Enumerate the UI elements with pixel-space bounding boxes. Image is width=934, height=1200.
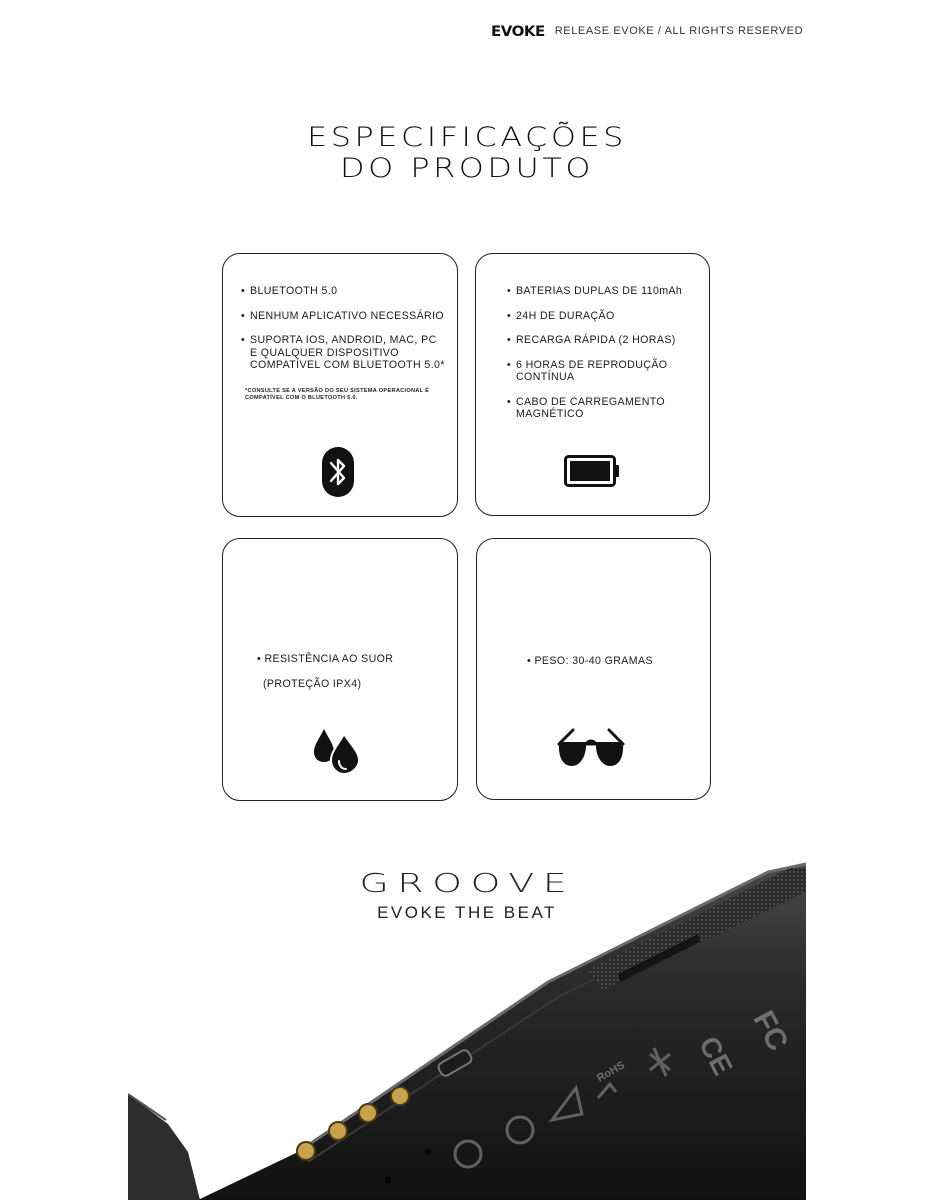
list-item: • RECARGA RÁPIDA (2 HORAS) bbox=[507, 334, 697, 347]
rights-text: RELEASE EVOKE / ALL RIGHTS RESERVED bbox=[554, 25, 804, 37]
list-item: • NENHUM APLICATIVO NECESSÁRIO bbox=[241, 310, 446, 323]
rohs-mark: RoHS bbox=[595, 1059, 627, 1085]
title-line-1: ESPECIFICAÇÕES bbox=[307, 122, 627, 153]
compatibility-note: *CONSULTE SE A VERSÃO DO SEU SISTEMA OPERACIONAL É COMPATÍVEL COM O BLUETOOTH 5.0. bbox=[245, 388, 430, 401]
water-drops-icon bbox=[313, 727, 363, 775]
list-item: • SUPORTA IOS, ANDROID, MAC, PC E QUALQUER DISPOSITIVO COMPATÍVEL COM BLUETOOTH 5.0* bbox=[241, 334, 446, 372]
resistance-line-1: • RESISTÊNCIA AO SUOR bbox=[257, 653, 394, 665]
product-name-text: GROOVE bbox=[359, 869, 575, 899]
ce-mark: CE bbox=[693, 1031, 739, 1081]
battery-list bbox=[507, 285, 697, 433]
list-item: • BATERIAS DUPLAS DE 110mAh bbox=[507, 285, 697, 298]
list-item: • 6 HORAS DE REPRODUÇÃO CONTÍNUA bbox=[507, 359, 697, 384]
connectivity-list bbox=[241, 285, 446, 384]
brand-logo: EVOKE bbox=[491, 22, 545, 40]
spec-card-connectivity bbox=[222, 253, 458, 517]
spec-card-weight bbox=[476, 538, 711, 800]
spec-card-resistance bbox=[222, 538, 458, 801]
battery-full-icon bbox=[564, 455, 620, 487]
page-title bbox=[0, 122, 934, 184]
list-item: • 24H DE DURAÇÃO bbox=[507, 310, 697, 323]
weight-text: • PESO: 30-40 GRAMAS bbox=[527, 655, 653, 667]
resistance-text bbox=[257, 647, 393, 697]
product-name bbox=[0, 869, 934, 899]
tagline: EVOKE THE BEAT bbox=[377, 903, 557, 922]
list-item: • CABO DE CARREGAMENTO MAGNÉTICO bbox=[507, 396, 697, 421]
resistance-line-2: (PROTEÇÃO IPX4) bbox=[263, 678, 362, 690]
spec-card-battery bbox=[475, 253, 710, 516]
sunglasses-icon bbox=[557, 726, 625, 768]
page-header bbox=[491, 22, 803, 40]
title-line-2: DO PRODUTO bbox=[340, 153, 594, 184]
list-item: • BLUETOOTH 5.0 bbox=[241, 285, 446, 298]
fcc-mark: FC bbox=[746, 1005, 795, 1057]
bluetooth-icon bbox=[321, 446, 355, 498]
